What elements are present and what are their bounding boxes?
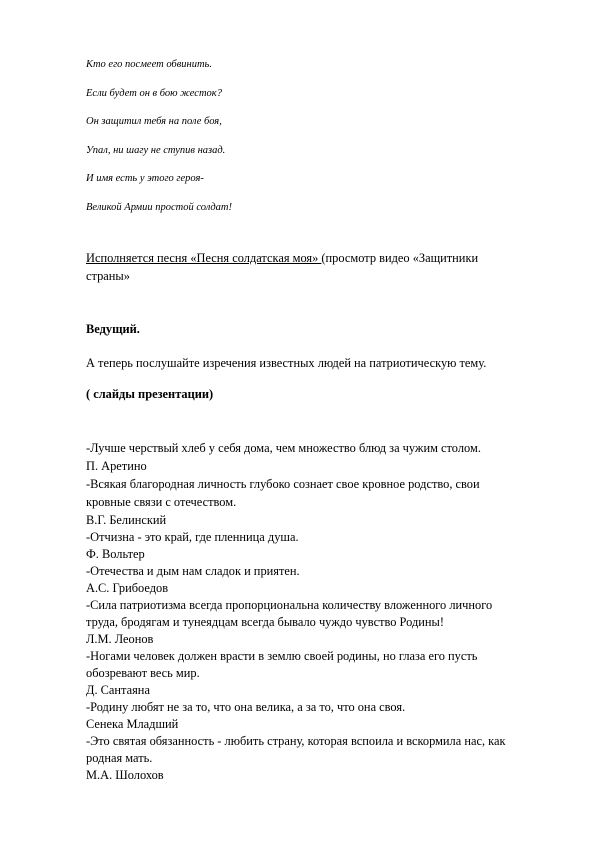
quote-text: -Всякая благородная личность глубоко сознает свое кровное родство, свои [86, 477, 480, 491]
quote-author: Д. Сантаяна [86, 683, 150, 697]
quote-text: -Это святая обязанность - любить страну, которая вспоила и вскормила нас, как [86, 734, 506, 748]
quote-text: родная мать. [86, 751, 153, 765]
host-intro: А теперь послушайте изречения известных людей на патриотическую тему. [86, 356, 487, 370]
poem-line: Упал, ни шагу не ступив назад. [86, 145, 226, 156]
slides-note: ( слайды презентации) [86, 387, 214, 401]
song-video-note: (просмотр видео «Защитники [321, 251, 479, 265]
song-title-underlined: Исполняется песня «Песня солдатская моя» [86, 251, 322, 265]
quote-author: П. Аретино [86, 459, 147, 473]
quote-author: Л.М. Леонов [86, 632, 154, 646]
poem-line: Если будет он в бою жесток? [86, 88, 222, 99]
quote-text: труда, бродягам и тунеядцам всегда бывало чуждо чувство Родины! [86, 615, 444, 629]
host-heading: Ведущий. [86, 322, 140, 336]
poem-line: Кто его посмеет обвинить. [86, 59, 212, 70]
quote-text: -Родину любят не за то, что она велика, а за то, что она своя. [86, 700, 406, 714]
song-announcement-cont: страны» [86, 269, 130, 283]
poem-line: Великой Армии простой солдат! [86, 202, 232, 213]
quote-text: -Сила патриотизма всегда пропорциональна количеству вложенного личного [86, 598, 493, 612]
quote-text: кровные связи с отечеством. [86, 495, 237, 509]
poem-line: Он защитил тебя на поле боя, [86, 116, 222, 127]
poem-line: И имя есть у этого героя- [86, 173, 204, 184]
quote-text: -Ногами человек должен врасти в землю своей родины, но глаза его пусть [86, 649, 478, 663]
quote-author: Сенека Младший [86, 717, 179, 731]
quote-author: Ф. Вольтер [86, 547, 145, 561]
song-announcement [86, 250, 478, 266]
quote-text: обозревают весь мир. [86, 666, 200, 680]
quote-text: -Отчизна - это край, где пленница душа. [86, 530, 299, 544]
quote-text: -Лучше черствый хлеб у себя дома, чем множество блюд за чужим столом. [86, 441, 481, 455]
quote-author: М.А. Шолохов [86, 768, 164, 782]
quote-author: В.Г. Белинский [86, 513, 167, 527]
quote-text: -Отечества и дым нам сладок и приятен. [86, 564, 300, 578]
quote-author: А.С. Грибоедов [86, 581, 169, 595]
